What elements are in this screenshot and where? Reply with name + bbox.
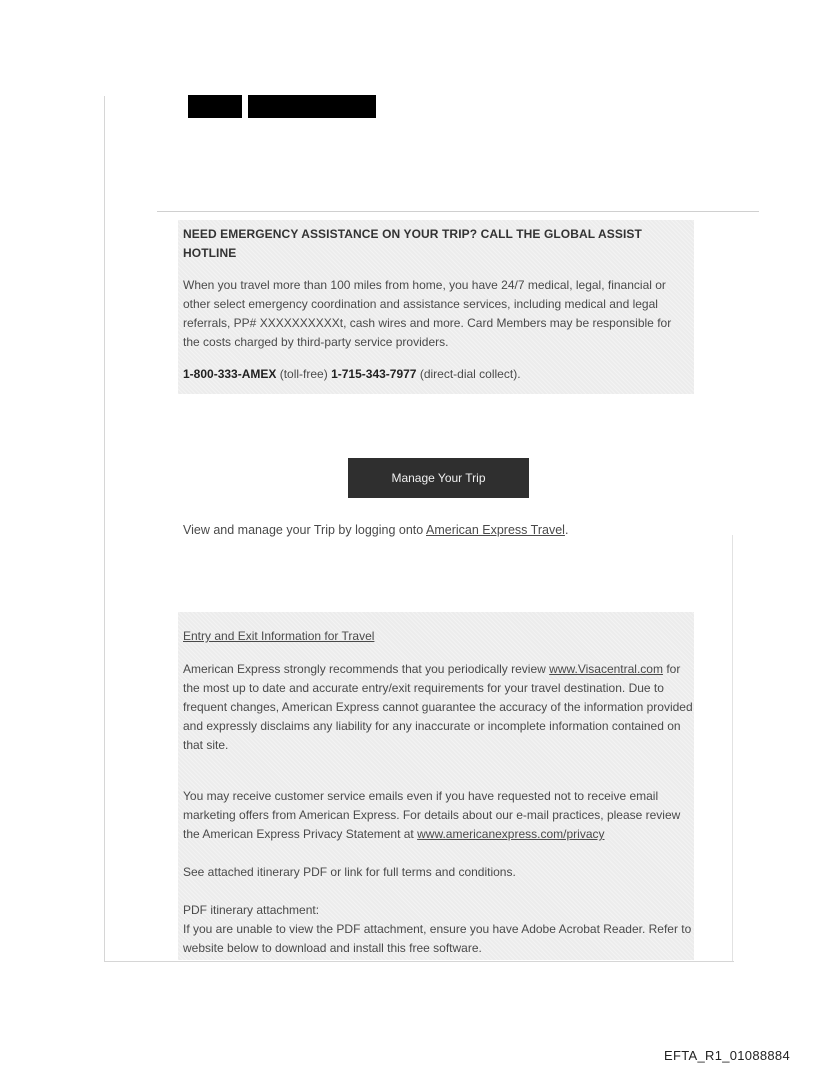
entry-exit-suffix: for the most up to date and accurate entry/exit requirements for your travel destination. Due to frequent changes, American Express cannot guarantee the accuracy of the information provided and expressly disclaims any liability for any inaccurate or incomplete information contained on that site. [183, 662, 693, 752]
pdf-title: PDF itinerary attachment: [183, 903, 320, 917]
pdf-notice [183, 901, 693, 958]
email-notice [183, 787, 693, 844]
emergency-body: When you travel more than 100 miles from home, you have 24/7 medical, legal, financial or other select emergency coordination and assistance services, including medical and legal referrals, PP# XXXXXXXXXXt, cash wires and more. Card Members may be responsible for the costs charged by third-party service providers. [183, 278, 672, 349]
privacy-link[interactable]: www.americanexpress.com/privacy [417, 827, 605, 841]
document-reference: EFTA_R1_01088884 [664, 1048, 790, 1063]
frame-bottom-border [104, 961, 734, 962]
phone-direct-note: (direct-dial collect). [419, 367, 521, 381]
manage-trip-prefix: View and manage your Trip by logging onto [183, 523, 426, 537]
entry-exit-heading[interactable] [183, 627, 583, 646]
frame-right-border [732, 535, 733, 961]
section-divider [157, 211, 759, 212]
amex-travel-link[interactable]: American Express Travel [426, 523, 565, 537]
visacentral-link[interactable]: www.Visacentral.com [549, 662, 663, 676]
pdf-body: If you are unable to view the PDF attachment, ensure you have Adobe Acrobat Reader. Refer to website below to download and install this free software. [183, 922, 692, 955]
redaction-block [248, 95, 376, 118]
entry-exit-prefix: American Express strongly recommends that you periodically review [183, 662, 550, 676]
emergency-heading: NEED EMERGENCY ASSISTANCE ON YOUR TRIP? CALL THE GLOBAL ASSIST HOTLINE [183, 227, 642, 260]
phone-direct[interactable]: 1-715-343-7977 [331, 367, 417, 381]
entry-exit-body [183, 660, 693, 755]
redaction-block [188, 95, 242, 118]
frame-left-border [104, 96, 105, 962]
email-notice-text: You may receive customer service emails even if you have requested not to receive email marketing offers from American Express. For details about our e-mail practices, please review the American Express Privacy Statement at [183, 789, 681, 841]
manage-trip-suffix: . [564, 523, 569, 537]
phone-tollfree[interactable]: 1-800-333-AMEX [183, 367, 277, 381]
manage-trip-button[interactable]: Manage Your Trip [348, 458, 529, 498]
terms-note: See attached itinerary PDF or link for full terms and conditions. [183, 865, 516, 879]
emergency-phones [183, 365, 688, 384]
manage-trip-text [183, 521, 703, 540]
entry-exit-link[interactable]: Entry and Exit Information for Travel [183, 629, 375, 643]
phone-tollfree-note: (toll-free) [279, 367, 328, 381]
